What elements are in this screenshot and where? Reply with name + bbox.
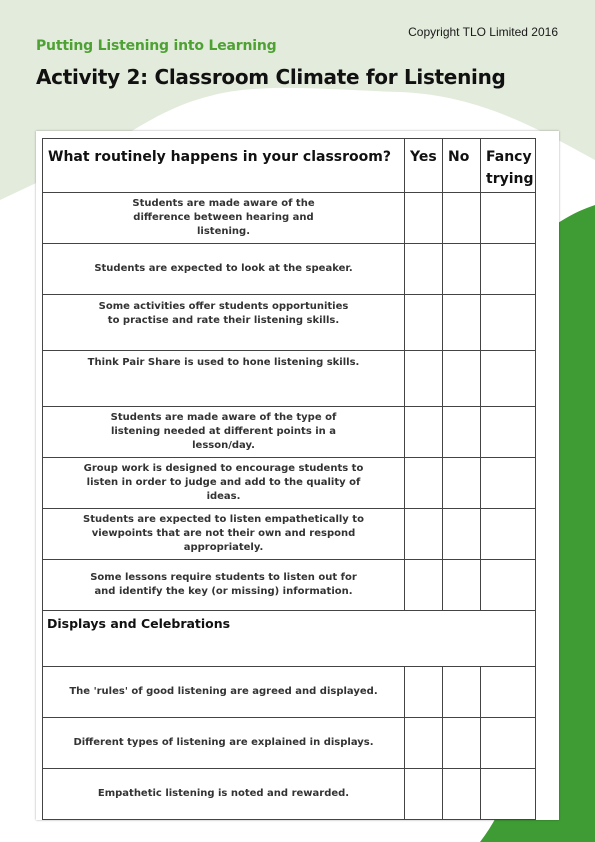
yes-checkbox[interactable] — [405, 407, 443, 458]
row-statement: Students are expected to look at the speaker. — [43, 244, 405, 295]
yes-checkbox[interactable] — [405, 509, 443, 560]
row-statement: Students are made aware of the difference between hearing and listening. — [43, 193, 405, 244]
row-statement: The 'rules' of good listening are agreed and displayed. — [43, 667, 405, 718]
no-checkbox[interactable] — [443, 769, 481, 820]
no-checkbox[interactable] — [443, 351, 481, 407]
row-statement: Some activities offer students opportunities to practise and rate their listening skills. — [43, 295, 405, 351]
copyright-notice: Copyright TLO Limited 2016 — [408, 25, 558, 39]
table-row — [43, 718, 536, 769]
table-row — [43, 244, 536, 295]
row-statement: Students are expected to listen empathetically to viewpoints that are not their own and respond appropriately. — [43, 509, 405, 560]
yes-checkbox[interactable] — [405, 458, 443, 509]
yes-checkbox[interactable] — [405, 193, 443, 244]
no-checkbox[interactable] — [443, 295, 481, 351]
row-statement: Think Pair Share is used to hone listening skills. — [43, 351, 405, 407]
row-statement: Empathetic listening is noted and rewarded. — [43, 769, 405, 820]
row-statement: Different types of listening are explained in displays. — [43, 718, 405, 769]
table-row — [43, 509, 536, 560]
yes-checkbox[interactable] — [405, 244, 443, 295]
row-statement: Students are made aware of the type of listening needed at different points in a lesson/day. — [43, 407, 405, 458]
table-row — [43, 407, 536, 458]
page-title: Activity 2: Classroom Climate for Listening — [36, 65, 506, 89]
no-checkbox[interactable] — [443, 509, 481, 560]
fancy-trying-checkbox[interactable] — [481, 560, 536, 611]
column-header-fancy-trying: Fancy trying — [481, 139, 536, 193]
yes-checkbox[interactable] — [405, 718, 443, 769]
no-checkbox[interactable] — [443, 458, 481, 509]
checklist-table — [42, 138, 536, 820]
no-checkbox[interactable] — [443, 407, 481, 458]
no-checkbox[interactable] — [443, 193, 481, 244]
table-row — [43, 458, 536, 509]
fancy-trying-checkbox[interactable] — [481, 667, 536, 718]
no-checkbox[interactable] — [443, 244, 481, 295]
table-row — [43, 667, 536, 718]
no-checkbox[interactable] — [443, 667, 481, 718]
no-checkbox[interactable] — [443, 718, 481, 769]
table-row — [43, 351, 536, 407]
section-heading: Displays and Celebrations — [43, 611, 536, 667]
fancy-trying-checkbox[interactable] — [481, 407, 536, 458]
yes-checkbox[interactable] — [405, 295, 443, 351]
fancy-trying-checkbox[interactable] — [481, 244, 536, 295]
column-header-question: What routinely happens in your classroom? — [43, 139, 405, 193]
section-row — [43, 611, 536, 667]
table-row — [43, 560, 536, 611]
fancy-trying-checkbox[interactable] — [481, 295, 536, 351]
table-row — [43, 295, 536, 351]
fancy-trying-checkbox[interactable] — [481, 718, 536, 769]
fancy-trying-checkbox[interactable] — [481, 458, 536, 509]
yes-checkbox[interactable] — [405, 560, 443, 611]
yes-checkbox[interactable] — [405, 769, 443, 820]
fancy-trying-checkbox[interactable] — [481, 769, 536, 820]
column-header-yes: Yes — [405, 139, 443, 193]
yes-checkbox[interactable] — [405, 667, 443, 718]
row-statement: Group work is designed to encourage students to listen in order to judge and add to the quality of ideas. — [43, 458, 405, 509]
no-checkbox[interactable] — [443, 560, 481, 611]
table-row — [43, 769, 536, 820]
fancy-trying-checkbox[interactable] — [481, 351, 536, 407]
table-row — [43, 193, 536, 244]
row-statement: Some lessons require students to listen out for and identify the key (or missing) information. — [43, 560, 405, 611]
fancy-trying-checkbox[interactable] — [481, 193, 536, 244]
table-header-row — [43, 139, 536, 193]
column-header-no: No — [443, 139, 481, 193]
checklist-card — [36, 131, 559, 820]
yes-checkbox[interactable] — [405, 351, 443, 407]
fancy-trying-checkbox[interactable] — [481, 509, 536, 560]
series-subtitle: Putting Listening into Learning — [36, 38, 277, 54]
